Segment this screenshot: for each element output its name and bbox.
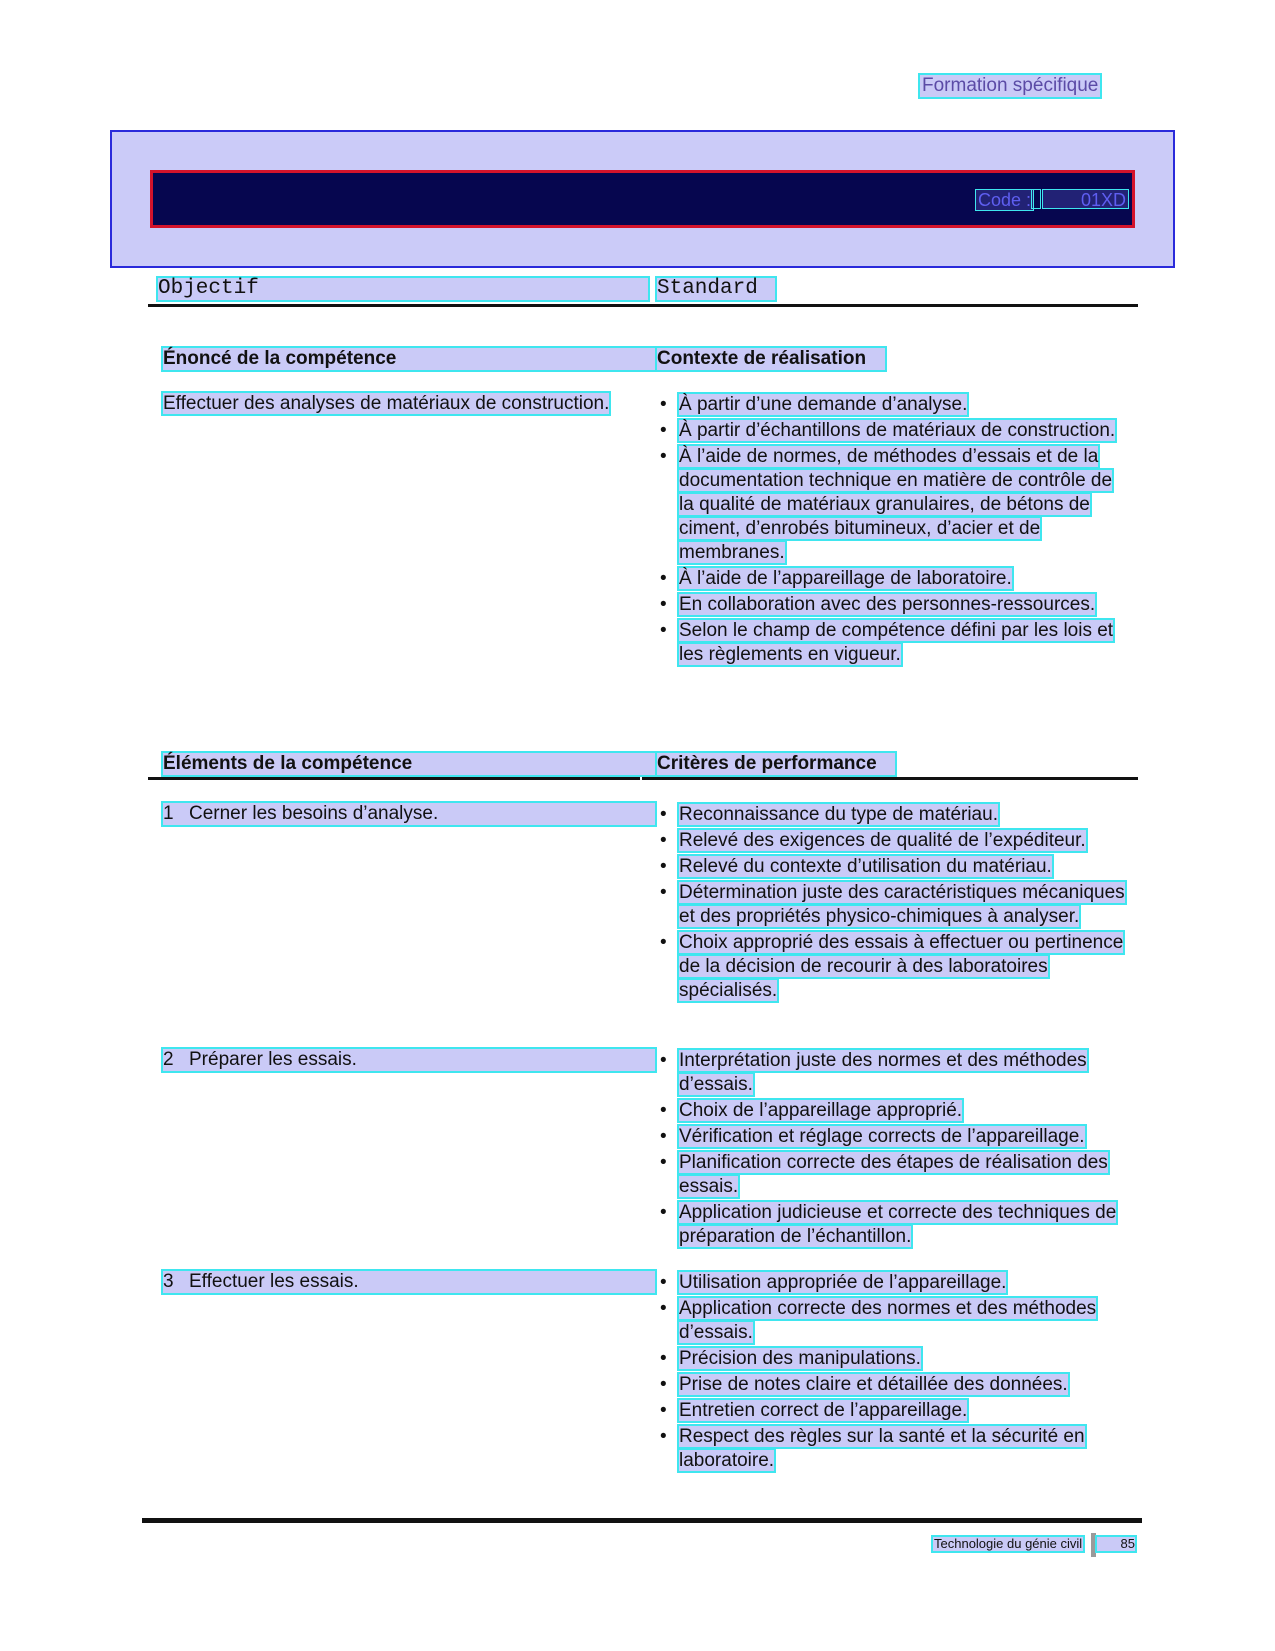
bullet-icon: • <box>660 568 667 589</box>
bullet-icon: • <box>660 1152 667 1173</box>
list-item: • Détermination juste des caractéristiques mécaniques et des propriétés physico-chimiques à analyser. <box>660 882 1125 927</box>
bullet-icon: • <box>660 1298 667 1319</box>
section-rule-gap <box>640 777 642 781</box>
list-item: • Relevé du contexte d’utilisation du matériau. <box>660 856 1052 877</box>
bullet-icon: • <box>660 1100 667 1121</box>
bullet-icon: • <box>660 830 667 851</box>
bullet-icon: • <box>660 1374 667 1395</box>
bullet-icon: • <box>660 420 667 441</box>
bullet-icon: • <box>660 1050 667 1071</box>
list-item: • Précision des manipulations. <box>660 1348 921 1369</box>
section-kicker: Formation spécifique <box>922 75 1099 96</box>
bullet-icon: • <box>660 932 667 953</box>
bullet-icon: • <box>660 1272 667 1293</box>
element-number: 1 <box>163 803 174 824</box>
list-item: • Utilisation appropriée de l’appareillage. <box>660 1272 1007 1293</box>
bullet-icon: • <box>660 594 667 615</box>
bullet-icon: • <box>660 1126 667 1147</box>
element-text: Cerner les besoins d’analyse. <box>189 803 439 824</box>
contexte-list <box>657 393 1127 669</box>
elements-heading: Éléments de la compétence <box>163 753 655 775</box>
list-item: • Application correcte des normes et des méthodes d’essais. <box>660 1298 1097 1343</box>
list-item: • Vérification et réglage corrects de l’appareillage. <box>660 1126 1085 1147</box>
footer-separator <box>1091 1533 1096 1557</box>
list-item: • À partir d’une demande d’analyse. <box>660 394 968 415</box>
code-value: 01XD <box>1042 189 1129 209</box>
list-item: • Respect des règles sur la santé et la sécurité en laboratoire. <box>660 1426 1085 1471</box>
list-item: • Choix de l’appareillage approprié. <box>660 1100 963 1121</box>
criteres-list-3 <box>657 1271 1127 1475</box>
bullet-icon: • <box>660 856 667 877</box>
list-item: • Choix approprié des essais à effectuer ou pertinence de la décision de recourir à des laboratoires spécialisés. <box>660 932 1124 1001</box>
list-item: • À l’aide de l’appareillage de laboratoire. <box>660 568 1012 589</box>
header-rule <box>148 304 1138 307</box>
list-item: • Application judicieuse et correcte des techniques de préparation de l’échantillon. <box>660 1202 1117 1247</box>
bullet-icon: • <box>660 394 667 415</box>
list-item: • Entretien correct de l’appareillage. <box>660 1400 968 1421</box>
footer-program: Technologie du génie civil <box>934 1536 1083 1551</box>
competence-statement <box>163 392 655 416</box>
list-item: • Interprétation juste des normes et des méthodes d’essais. <box>660 1050 1087 1095</box>
criteres-list-2 <box>657 1049 1127 1251</box>
bullet-icon: • <box>660 1202 667 1223</box>
footer-rule <box>142 1518 1142 1523</box>
criteres-heading: Critères de performance <box>657 753 895 775</box>
element-text: Préparer les essais. <box>189 1049 357 1070</box>
code-separator <box>1031 189 1041 209</box>
bullet-icon: • <box>660 446 667 467</box>
page-number: 85 <box>1097 1537 1135 1551</box>
competence-statement-text: Effectuer des analyses de matériaux de construction. <box>163 393 610 414</box>
bullet-icon: • <box>660 620 667 641</box>
objectif-heading: Objectif <box>158 278 648 300</box>
list-item: • Reconnaissance du type de matériau. <box>660 804 998 825</box>
list-item: • En collaboration avec des personnes-ressources. <box>660 594 1096 615</box>
standard-heading: Standard <box>657 278 775 300</box>
bullet-icon: • <box>660 804 667 825</box>
bullet-icon: • <box>660 882 667 903</box>
element-number: 2 <box>163 1049 174 1070</box>
bullet-icon: • <box>660 1348 667 1369</box>
element-1 <box>163 803 655 825</box>
element-3 <box>163 1271 655 1293</box>
bullet-icon: • <box>660 1400 667 1421</box>
element-2 <box>163 1049 655 1071</box>
list-item: • À l’aide de normes, de méthodes d’essais et de la documentation technique en matière de contrôle de la qualité de matériaux granulaires, de bétons de ciment, d’enrobés bitumineux, d’acier et de membranes. <box>660 446 1113 563</box>
list-item: • Planification correcte des étapes de réalisation des essais. <box>660 1152 1108 1197</box>
code-label: Code : <box>975 189 1034 211</box>
list-item: • Relevé des exigences de qualité de l’expéditeur. <box>660 830 1086 851</box>
contexte-heading: Contexte de réalisation <box>657 348 885 370</box>
list-item: • À partir d’échantillons de matériaux de construction. <box>660 420 1116 441</box>
element-text: Effectuer les essais. <box>189 1271 359 1292</box>
element-number: 3 <box>163 1271 174 1292</box>
list-item: • Prise de notes claire et détaillée des données. <box>660 1374 1068 1395</box>
bullet-icon: • <box>660 1426 667 1447</box>
list-item: • Selon le champ de compétence défini par les lois et les règlements en vigueur. <box>660 620 1114 665</box>
enonce-heading: Énoncé de la compétence <box>163 348 655 370</box>
criteres-list-1 <box>657 803 1127 1005</box>
section-rule <box>148 777 1138 780</box>
